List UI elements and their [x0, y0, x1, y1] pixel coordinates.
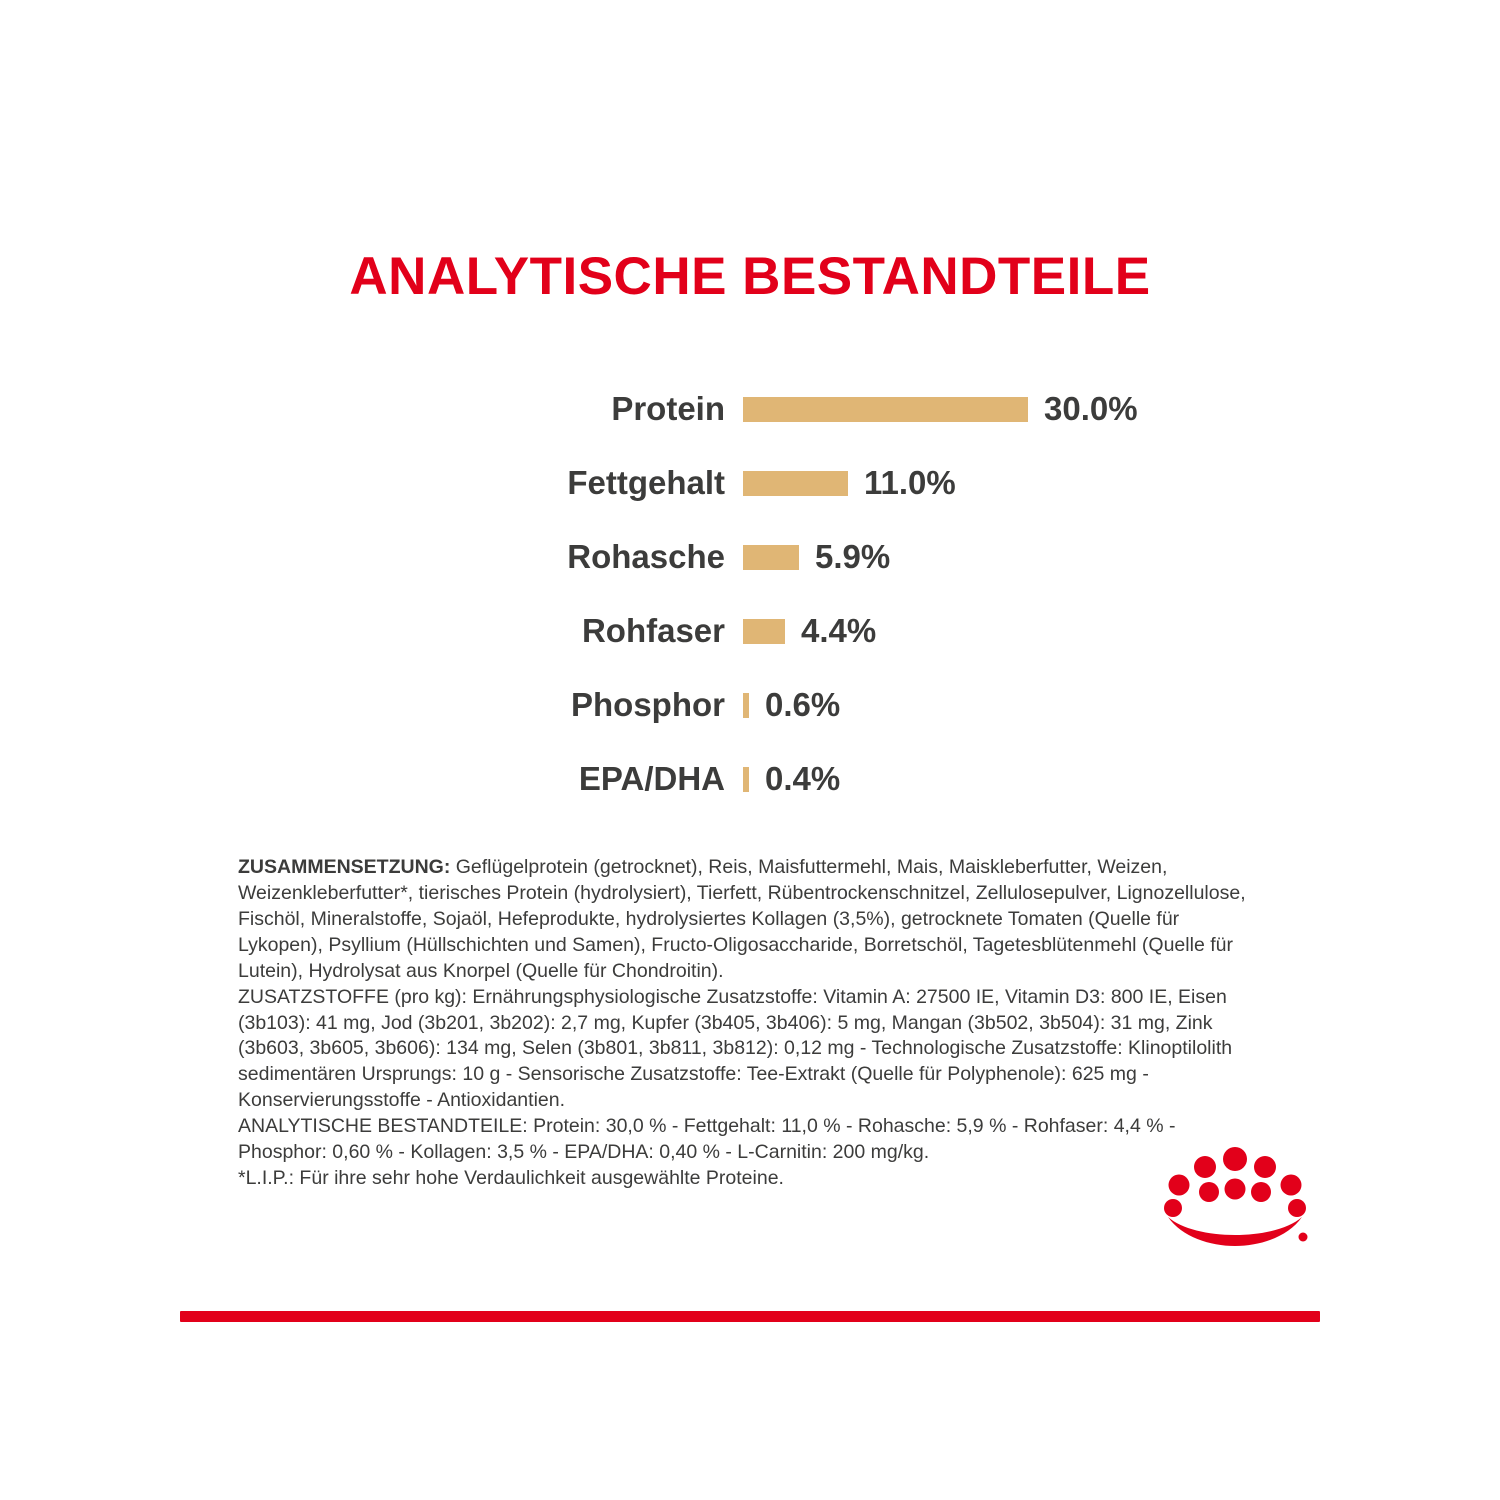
page-title: ANALYTISCHE BESTANDTEILE — [349, 247, 1151, 306]
royal-canin-crown-logo — [1160, 1145, 1310, 1255]
composition-analytical: ANALYTISCHE BESTANDTEILE: Protein: 30,0 % - Fettgehalt: 11,0 % - Rohasche: 5,9 % - Rohfaser: 4,4 % - Phosphor: 0,60 % - Kollagen: 3,5 % - EPA/DHA: 0,40 % - L-Carnitin: 200 mg/kg. — [238, 1115, 1176, 1164]
chart-bar-group — [743, 760, 840, 798]
chart-bar — [743, 767, 749, 792]
chart-bar-value: 30.0% — [1044, 390, 1138, 427]
chart-bar-group — [743, 390, 1138, 428]
chart-row — [0, 520, 1500, 594]
chart-row — [0, 742, 1500, 816]
chart-row — [0, 594, 1500, 668]
chart-row-label: Rohfaser — [581, 612, 725, 649]
chart-bar — [743, 619, 785, 644]
chart-row-label: EPA/DHA — [578, 760, 725, 797]
composition-ingredients-paragraph — [238, 855, 1268, 985]
chart-bar-value: 0.6% — [765, 686, 841, 723]
chart-bar-group — [743, 464, 956, 502]
composition-additives: ZUSATZSTOFFE (pro kg): Ernährungsphysiologische Zusatzstoffe: Vitamin A: 27500 IE, Vitamin D3: 800 IE, Eisen (3b103): 41 mg, Jod (3b201, 3b202): 2,7 mg, Kupfer (3b405, 3b406): 5 mg, Mangan (3b502, 3b504): 31 mg, Zink (3b603, 3b605, 3b606): 134 mg, Selen (3b801, 3b811, 3b812): 0,12 mg - Technologische Zusatzstoffe: Klinoptilolith sedimentären Ursprungs: 10 g - Sensorische Zusatzstoffe: Tee-Extrakt (Quelle für Polyphenole): 625 mg - Konservierungsstoffe - Antioxidantien. — [238, 985, 1233, 1112]
chart-bar-value: 11.0% — [864, 464, 956, 501]
composition-footnote: *L.I.P.: Für ihre sehr hohe Verdaulichkeit ausgewählte Proteine. — [238, 1167, 784, 1190]
composition-text — [238, 855, 1268, 1192]
chart-row — [0, 668, 1500, 742]
chart-bar-value: 4.4% — [801, 612, 877, 649]
bottom-accent-bar — [180, 1311, 1320, 1322]
chart-row-label: Rohasche — [567, 538, 725, 575]
chart-bar-value: 5.9% — [815, 538, 891, 575]
chart-bar-group — [743, 686, 840, 724]
chart-bar-group — [743, 538, 890, 576]
chart-bar — [743, 545, 799, 570]
chart-bar — [743, 397, 1028, 422]
chart-bar-group — [743, 612, 876, 650]
chart-bar — [743, 471, 848, 496]
composition-ingredients: Geflügelprotein (getrocknet), Reis, Maisfuttermehl, Mais, Maiskleberfutter, Weizen, Weizenkleberfutter*, tierisches Protein (hydrolysiert), Tierfett, Rübentrockenschnitzel, Zellulosepulver, Lignozellulose, Fischöl, Mineralstoffe, Sojaöl, Hefeprodukte, hydrolysiertes Kollagen (3,5%), getrocknete Tomaten (Quelle für Lykopen), Psyllium (Hüllschichten und Samen), Fructo-Oligosaccharide, Borretschöl, Tagetesblütenmehl (Quelle für Lutein), Hydrolysat aus Knorpel (Quelle für Chondroitin). — [238, 856, 1246, 982]
chart-row — [0, 446, 1500, 520]
chart-row-label: Phosphor — [571, 686, 725, 723]
composition-lead-label: ZUSAMMENSETZUNG: — [238, 856, 451, 878]
chart-row — [0, 372, 1500, 446]
chart-bar-value: 0.4% — [765, 760, 841, 797]
chart-bar — [743, 693, 749, 718]
chart-row-label: Protein — [611, 390, 725, 427]
analytical-constituents-chart — [0, 372, 1500, 816]
chart-row-label: Fettgehalt — [567, 464, 725, 501]
